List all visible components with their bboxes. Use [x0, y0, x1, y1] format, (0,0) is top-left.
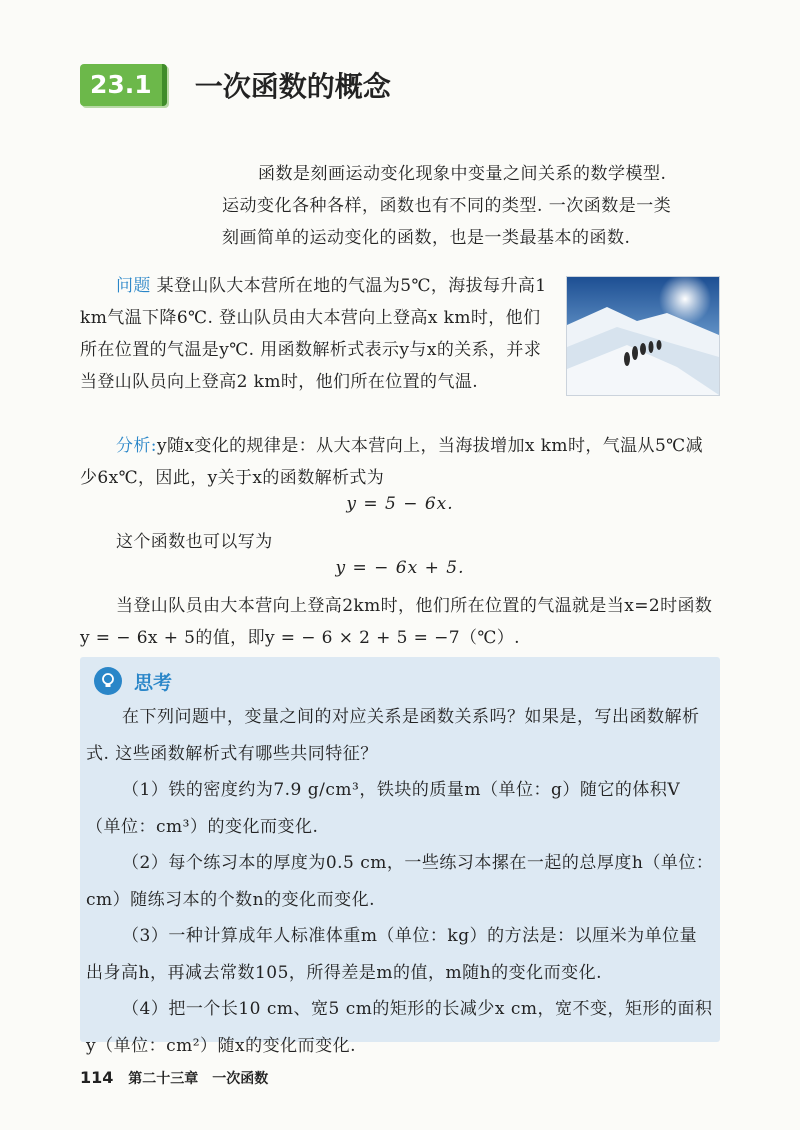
- analysis-text: y随x变化的规律是：从大本营向上，当海拔增加x km时，气温从5℃减少6x℃，因此，y关于x的函数解析式为: [80, 436, 703, 488]
- problem-label: 问题: [116, 276, 151, 296]
- think-header: [94, 667, 172, 695]
- think-body: [86, 699, 714, 1064]
- conclusion-text: 当登山队员由大本营向上登高2km时，他们所在位置的气温就是当x=2时函数y = − 6x + 5的值，即y = − 6 × 2 + 5 = −7（℃）.: [80, 596, 713, 648]
- think-intro: 在下列问题中，变量之间的对应关系是函数关系吗？如果是，写出函数解析式. 这些函数解析式有哪些共同特征？: [86, 707, 700, 764]
- think-item: （1）铁的密度约为7.9 g/cm³，铁块的质量m（单位：g）随它的体积V（单位：cm³）的变化而变化.: [86, 780, 681, 837]
- problem-block: [80, 270, 554, 398]
- analysis-block: [80, 430, 720, 494]
- intro-line: 运动变化各种各样，函数也有不同的类型. 一次函数是一类: [222, 196, 672, 216]
- think-title: 思考: [134, 671, 173, 694]
- lightbulb-icon: [94, 667, 122, 695]
- think-item: （3）一种计算成年人标准体重m（单位：kg）的方法是：以厘米为单位量出身高h，再减去常数105，所得差是m的值，m随h的变化而变化.: [86, 926, 698, 983]
- page-number: 114: [80, 1068, 114, 1087]
- page-footer: [80, 1068, 268, 1088]
- intro-line: 刻画简单的运动变化的函数，也是一类最基本的函数.: [222, 228, 631, 248]
- intro-paragraph: [222, 158, 722, 254]
- formula-2: y = − 6x + 5.: [335, 558, 465, 578]
- intro-line: 函数是刻画运动变化现象中变量之间关系的数学模型.: [258, 164, 667, 184]
- mountain-climbers-photo: [566, 276, 720, 396]
- conclusion-block: [80, 590, 720, 654]
- section-number: 23.1: [80, 64, 167, 106]
- chapter-title: 第二十三章 一次函数: [128, 1071, 269, 1087]
- rewrite-text: 这个函数也可以写为: [116, 532, 273, 552]
- section-title: 一次函数的概念: [194, 70, 391, 103]
- analysis-label: 分析:: [116, 436, 157, 456]
- problem-text: 某登山队大本营所在地的气温为5℃，海拔每升高1 km气温下降6℃. 登山队员由大本营向上登高x km时，他们所在位置的气温是y℃. 用函数解析式表示y与x的关系，并求当登山队员向上登高2 km时，他们所在位置的气温.: [80, 276, 547, 392]
- formula-1: y = 5 − 6x.: [346, 494, 454, 514]
- think-box: [80, 657, 720, 1056]
- section-header: [80, 60, 391, 110]
- think-item: （2）每个练习本的厚度为0.5 cm，一些练习本摞在一起的总厚度h（单位：cm）随练习本的个数n的变化而变化.: [86, 853, 714, 910]
- think-item: （4）把一个长10 cm、宽5 cm的矩形的长减少x cm，宽不变，矩形的面积y（单位：cm²）随x的变化而变化.: [86, 999, 713, 1056]
- rewrite-line: [80, 526, 720, 558]
